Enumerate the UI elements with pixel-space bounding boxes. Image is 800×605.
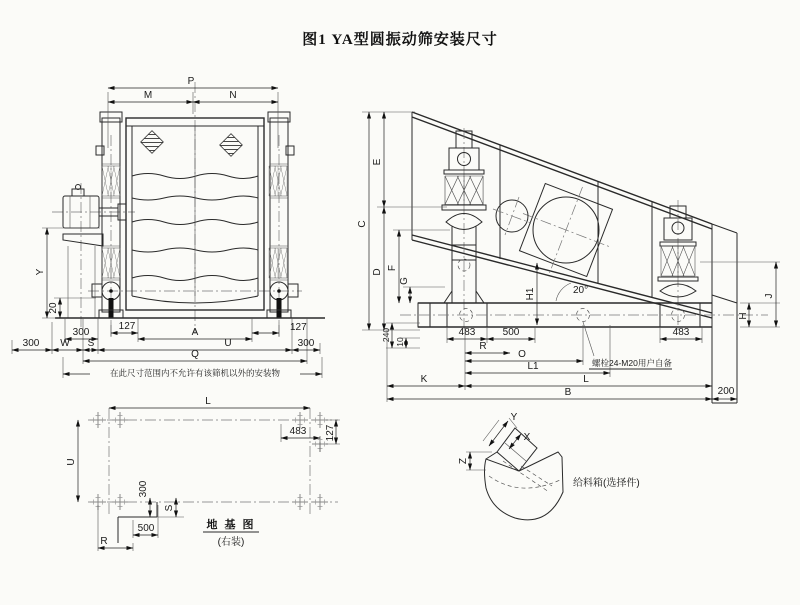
dim-r: R [479, 341, 487, 352]
dim-s: S [87, 338, 95, 349]
dim-p: P [187, 76, 195, 87]
plan-dim-500: 500 [137, 523, 155, 534]
dim-b: B [564, 387, 572, 398]
plan-dimensions [66, 396, 340, 551]
plan-dim-u: U [66, 458, 77, 466]
feed-dim-y: Y [510, 412, 518, 423]
side-bottom-dimensions [387, 325, 737, 402]
dim-483-front: 483 [458, 327, 476, 338]
dim-o: O [518, 349, 526, 360]
plan-subtitle: (右装) [217, 537, 245, 548]
dim-j: J [764, 293, 775, 299]
front-right-support-column [267, 112, 298, 318]
dim-483-rear: 483 [672, 327, 690, 338]
dim-e: E [372, 158, 383, 166]
side-view [357, 112, 780, 403]
vent-diamond-left [141, 131, 164, 154]
dim-h1: H1 [525, 287, 536, 301]
feed-box-label: 给料箱(选择件) [573, 478, 640, 489]
plan-dim-r: R [100, 536, 108, 547]
dim-200: 200 [717, 386, 735, 397]
plan-title: 地 基 图 [206, 519, 256, 531]
side-left-dimensions [357, 112, 450, 348]
dim-300-left: 300 [72, 327, 90, 338]
dim-l1: L1 [527, 361, 539, 372]
front-dimensions [12, 76, 322, 379]
feed-box-body [485, 452, 564, 520]
anchor-bolt-note [583, 322, 672, 369]
dim-20: 20 [48, 302, 59, 314]
dim-m: M [143, 90, 153, 101]
dim-500: 500 [502, 327, 520, 338]
dim-300-far-left: 300 [22, 338, 40, 349]
bearing-housing [519, 183, 612, 276]
plan-title-block [203, 517, 259, 548]
dim-l: L [583, 374, 589, 385]
plan-dim-127: 127 [325, 424, 336, 442]
feed-dim-x: X [523, 432, 531, 443]
side-screen-body [412, 112, 737, 403]
dim-10: 10 [395, 337, 405, 347]
dim-f: F [387, 264, 398, 272]
plan-dim-s: S [164, 504, 175, 512]
feed-box-detail [458, 412, 640, 520]
dim-d: D [372, 268, 383, 276]
dim-240: 240 [381, 327, 391, 343]
side-base-beam [400, 303, 768, 327]
dim-y: Y [35, 268, 46, 276]
dim-q: Q [191, 349, 199, 360]
drive-shaft [493, 197, 531, 235]
dim-127-left: 127 [118, 321, 136, 332]
plan-dim-483: 483 [289, 426, 307, 437]
dim-c: C [357, 220, 368, 228]
dim-127-right: 127 [290, 322, 307, 333]
dim-300-right: 300 [297, 338, 315, 349]
vent-diamond-right [220, 134, 243, 157]
foundation-plan [66, 396, 340, 551]
feed-chute-inlet [497, 428, 537, 471]
bolt-note-text: 螺栓24-M20用户自备 [592, 358, 672, 368]
feed-dim-z: Z [458, 457, 469, 465]
installation-clearance-note: 在此尺寸范围内不允许有该筛机以外的安装物 [109, 368, 281, 378]
front-screen-body [126, 118, 264, 310]
dim-u: U [224, 338, 232, 349]
dim-k: K [420, 374, 428, 385]
dim-n: N [229, 90, 237, 101]
figure-title: 图1 YA型圆振动筛安装尺寸 [302, 32, 498, 48]
plan-dim-300: 300 [138, 480, 149, 498]
front-view [12, 76, 325, 379]
dim-a: A [191, 327, 199, 338]
dim-incline-angle: 20° [573, 285, 589, 296]
dim-h: H [738, 312, 749, 320]
dim-w: W [60, 338, 70, 349]
feed-box-dimensions [458, 412, 531, 470]
plan-dim-l: L [205, 396, 211, 407]
dim-g: G [399, 277, 410, 285]
